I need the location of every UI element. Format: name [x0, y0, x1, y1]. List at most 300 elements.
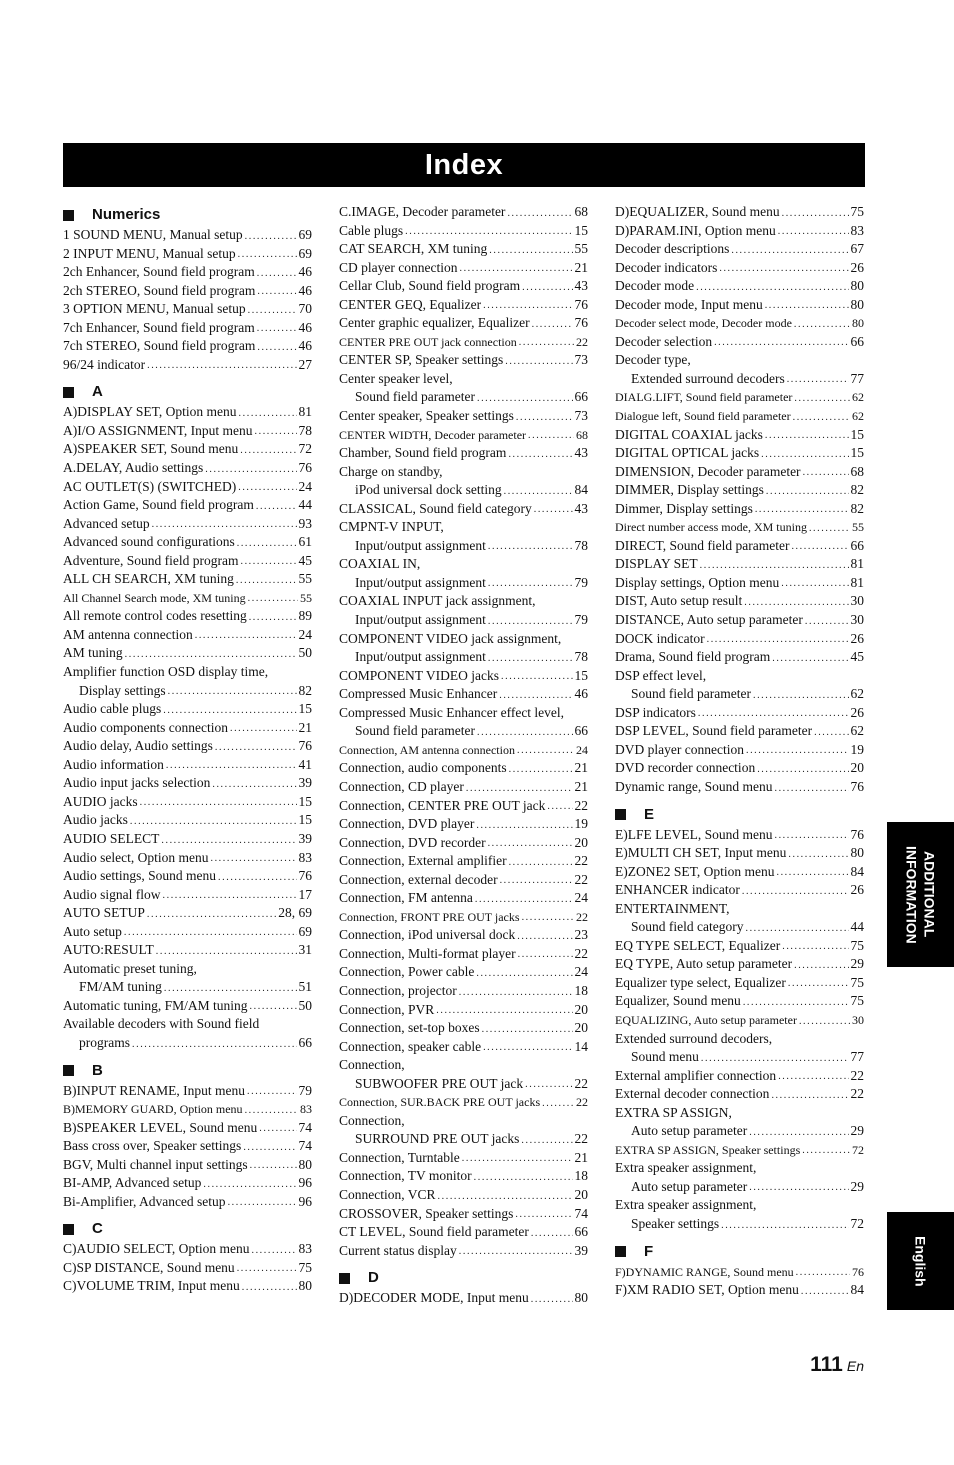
index-entry-page: 69: [298, 227, 312, 242]
index-entry: [63, 644, 312, 663]
index-entry: [615, 826, 864, 845]
index-entry-page: 73: [574, 352, 588, 368]
dot-leader: [242, 1280, 297, 1296]
index-entry-page: 61: [298, 534, 312, 550]
index-entry-term: Connection, FM antenna: [339, 890, 473, 906]
dot-leader: [766, 484, 849, 500]
index-entry-term: AUDIO jacks: [63, 793, 138, 809]
dot-leader: [152, 517, 297, 533]
index-entry-page: 55: [298, 571, 312, 587]
index-entry-page: 93: [298, 515, 312, 531]
index-entry-term: AUTO:RESULT: [63, 942, 154, 958]
index-entry-term: Auto setup: [63, 923, 122, 939]
index-entry-page: 31: [298, 942, 312, 958]
dot-leader: [257, 321, 297, 337]
index-entry: [615, 481, 864, 500]
index-entry: [615, 759, 864, 778]
index-entry-term: CT LEVEL, Sound field parameter: [339, 1224, 529, 1240]
dot-leader: [163, 888, 297, 904]
index-entry-page: 45: [850, 649, 864, 665]
index-entry-term: Decoder descriptions: [615, 241, 730, 257]
index-entry-term: SURROUND PRE OUT jacks: [355, 1131, 520, 1147]
page-language-code: En: [846, 1358, 864, 1374]
dot-leader: [696, 280, 848, 296]
dot-leader: [731, 243, 848, 259]
dot-leader: [215, 740, 297, 756]
index-entry-page: 82: [850, 482, 864, 498]
index-entry-page: 81: [298, 404, 312, 420]
dot-leader: [245, 1103, 298, 1119]
dot-leader: [805, 614, 849, 630]
dot-leader: [466, 781, 573, 797]
dot-leader: [509, 762, 573, 778]
index-entry: [339, 1289, 588, 1308]
index-column-2: [339, 203, 588, 1308]
section-heading: [63, 380, 312, 403]
index-entry: [339, 1075, 588, 1094]
index-entry-term: AUDIO SELECT: [63, 830, 160, 846]
index-entry-term: Connection, Power cable: [339, 964, 475, 980]
side-tab-english: [887, 1212, 954, 1310]
index-entry: [339, 908, 588, 927]
dot-leader: [212, 777, 296, 793]
dot-leader: [195, 628, 297, 644]
index-entry: [339, 1149, 588, 1168]
index-entry: [63, 226, 312, 245]
index-entry-term: 1 SOUND MENU, Manual setup: [63, 227, 243, 242]
dot-leader: [236, 573, 297, 589]
index-entry-term: Connection, external decoder: [339, 871, 498, 887]
dot-leader: [774, 781, 848, 797]
index-entry-page: 23: [574, 927, 588, 943]
side-tab-english-label: English: [912, 1235, 929, 1287]
dot-leader: [488, 614, 573, 630]
index-entry-term: CENTER WIDTH, Decoder parameter: [339, 427, 527, 442]
dot-leader: [499, 688, 572, 704]
dot-leader: [515, 1207, 572, 1223]
index-entry: [615, 918, 864, 937]
index-entry: [339, 759, 588, 778]
dot-leader: [218, 870, 296, 886]
index-entry-page: 55: [300, 590, 312, 605]
dot-leader: [488, 576, 573, 592]
index-entry: [339, 1186, 588, 1205]
index-entry-page: 44: [850, 919, 864, 935]
index-entry-page: 66: [850, 333, 864, 349]
dot-leader: [238, 247, 297, 263]
section-heading-label: Numerics: [92, 206, 161, 223]
index-entry-page: 28, 69: [278, 905, 312, 921]
dot-leader: [228, 1195, 297, 1211]
dot-leader: [814, 725, 848, 741]
index-entry: [63, 356, 312, 375]
index-entry: [339, 1167, 588, 1186]
index-entry-page: 80: [850, 296, 864, 312]
index-entry-page: 80: [850, 845, 864, 861]
index-entry-page: 72: [298, 441, 312, 457]
index-entry: [339, 722, 588, 741]
index-entry-term: DSP effect level,: [615, 667, 707, 683]
index-entry-term: C)VOLUME TRIM, Input menu: [63, 1278, 240, 1294]
index-entry-term: Display settings: [79, 682, 166, 698]
index-entry-term: Display settings, Option menu: [615, 574, 780, 590]
index-entry-term: D)DECODER MODE, Input menu: [339, 1290, 529, 1306]
dot-leader: [791, 539, 848, 555]
index-entry: [63, 719, 312, 738]
index-entry-term: Current status display: [339, 1242, 457, 1258]
index-entry-page: 26: [850, 259, 864, 275]
index-entry-page: 46: [298, 319, 312, 335]
index-entry: [615, 1011, 864, 1030]
index-entry-term: D)PARAM.INI, Option menu: [615, 222, 776, 238]
dot-leader: [125, 647, 297, 663]
index-entry-page: 80: [850, 278, 864, 294]
index-entry-term: AC OUTLET(S) (SWITCHED): [63, 478, 237, 494]
index-entry-page: 55: [574, 241, 588, 257]
index-entry-term: Connection, speaker cable: [339, 1038, 482, 1054]
index-entry-page: 21: [574, 259, 588, 275]
index-entry: [615, 1104, 864, 1123]
index-entry: [63, 1034, 312, 1053]
index-entry: [339, 444, 588, 463]
square-bullet-icon: [63, 387, 74, 398]
index-entry-term: Connection, DVD player: [339, 816, 475, 832]
dot-leader: [749, 1125, 848, 1141]
index-entry-page: 84: [850, 863, 864, 879]
dot-leader: [230, 721, 297, 737]
index-entry-term: Extra speaker assignment,: [615, 1160, 757, 1176]
index-entry-page: 89: [298, 608, 312, 624]
index-entry: [615, 444, 864, 463]
index-entry-term: C)AUDIO SELECT, Option menu: [63, 1241, 250, 1257]
index-entry: [63, 904, 312, 923]
index-entry-page: 76: [852, 1264, 864, 1279]
section-heading: [339, 1266, 588, 1289]
dot-leader: [237, 536, 297, 552]
index-entry-term: Equalizer, Sound menu: [615, 993, 741, 1009]
index-entry-term: COMPONENT VIDEO jacks: [339, 667, 499, 683]
index-entry-term: programs: [79, 1034, 130, 1050]
index-entry-term: DSP LEVEL, Sound field parameter: [615, 723, 813, 739]
index-entry-term: Sound field category: [631, 919, 744, 935]
index-entry: [615, 937, 864, 956]
page-title: Index: [63, 143, 865, 187]
index-entry-page: 66: [574, 723, 588, 739]
index-entry-page: 68: [850, 463, 864, 479]
index-entry: [615, 426, 864, 445]
index-entry: [63, 263, 312, 282]
index-column-1: [63, 203, 312, 1296]
index-entry-page: 83: [300, 1102, 312, 1117]
index-entry-term: Auto setup parameter: [631, 1178, 748, 1194]
dot-leader: [259, 1121, 296, 1137]
dot-leader: [788, 847, 848, 863]
index-entry: [339, 926, 588, 945]
index-entry-term: Connection, CENTER PRE OUT jack: [339, 797, 546, 813]
index-entry-page: 50: [298, 997, 312, 1013]
index-entry-term: Connection,: [339, 1112, 405, 1128]
index-entry-page: 24: [574, 964, 588, 980]
dot-leader: [701, 1051, 849, 1067]
dot-leader: [531, 1226, 573, 1242]
index-entry-page: 79: [298, 1082, 312, 1098]
index-entry: [63, 1174, 312, 1193]
index-entry-page: 43: [574, 278, 588, 294]
index-entry: [615, 881, 864, 900]
index-entry-page: 30: [850, 612, 864, 628]
index-entry-term: DIALG.LIFT, Sound field parameter: [615, 390, 793, 405]
dot-leader: [761, 447, 848, 463]
index-entry-page: 66: [574, 389, 588, 405]
index-entry: [339, 797, 588, 816]
dot-leader: [787, 372, 849, 388]
index-entry: [615, 1067, 864, 1086]
dot-leader: [488, 651, 573, 667]
dot-leader: [517, 929, 572, 945]
index-entry-term: Dynamic range, Sound menu: [615, 778, 773, 794]
index-entry-page: 81: [850, 574, 864, 590]
index-entry: [339, 481, 588, 500]
index-entry-page: 22: [574, 945, 588, 961]
dot-leader: [753, 688, 849, 704]
dot-leader: [405, 224, 572, 240]
index-entry-page: 45: [298, 552, 312, 568]
index-entry-page: 29: [850, 1123, 864, 1139]
dot-leader: [765, 298, 849, 314]
index-entry-page: 21: [574, 760, 588, 776]
index-entry-term: Bi-Amplifier, Advanced setup: [63, 1193, 226, 1209]
dot-leader: [504, 484, 573, 500]
index-entry: [615, 611, 864, 630]
index-entry-page: 22: [574, 1075, 588, 1091]
index-entry-page: 75: [850, 974, 864, 990]
index-entry-page: 20: [574, 834, 588, 850]
index-entry-page: 82: [298, 682, 312, 698]
index-entry: [339, 1093, 588, 1112]
index-entry-term: E)LFE LEVEL, Sound menu: [615, 826, 773, 842]
index-entry-term: CLASSICAL, Sound field category: [339, 500, 532, 516]
index-entry-page: 62: [850, 686, 864, 702]
index-entry: [63, 422, 312, 441]
index-entry-page: 82: [850, 500, 864, 516]
index-entry-page: 14: [574, 1038, 588, 1054]
index-entry-page: 78: [574, 649, 588, 665]
index-entry: [615, 630, 864, 649]
index-entry: [615, 863, 864, 882]
index-entry-term: Connection, SUR.BACK PRE OUT jacks: [339, 1095, 541, 1110]
index-entry: [63, 496, 312, 515]
page-number-value: 111: [810, 1353, 843, 1376]
index-entry: [615, 1263, 864, 1282]
index-entry-page: 22: [574, 797, 588, 813]
index-entry: [63, 1156, 312, 1175]
index-entry-page: 21: [574, 1149, 588, 1165]
index-entry: [615, 388, 864, 407]
dot-leader: [161, 833, 296, 849]
index-entry-term: Auto setup parameter: [631, 1123, 748, 1139]
dot-leader: [542, 1096, 574, 1112]
index-entry: [615, 574, 864, 593]
index-entry-page: 44: [298, 497, 312, 513]
index-entry-term: Connection, CD player: [339, 778, 464, 794]
index-entry-term: Extra speaker assignment,: [615, 1197, 757, 1213]
dot-leader: [778, 224, 849, 240]
dot-leader: [525, 1077, 572, 1093]
dot-leader: [532, 317, 573, 333]
index-entry: [615, 1122, 864, 1141]
dot-leader: [249, 610, 297, 626]
index-entry-term: External amplifier connection: [615, 1067, 777, 1083]
dot-leader: [459, 261, 572, 277]
index-entry-term: 2ch Enhancer, Sound field program: [63, 264, 255, 280]
index-entry-term: DIGITAL COAXIAL jacks: [615, 426, 763, 442]
index-entry: [63, 700, 312, 719]
index-entry-page: 15: [298, 812, 312, 828]
index-entry-page: 78: [574, 537, 588, 553]
dot-leader: [743, 995, 849, 1011]
index-entry-page: 43: [574, 445, 588, 461]
dot-leader: [147, 907, 276, 923]
index-entry: [615, 314, 864, 333]
index-entry-page: 68: [574, 204, 588, 219]
dot-leader: [749, 1180, 848, 1196]
index-entry-page: 84: [574, 482, 588, 498]
index-entry-term: CD player connection: [339, 259, 458, 275]
index-entry: [339, 259, 588, 278]
index-entry-term: DIST, Auto setup result: [615, 593, 743, 609]
index-entry: [615, 741, 864, 760]
index-entry-term: DVD recorder connection: [615, 760, 756, 776]
index-entry: [615, 463, 864, 482]
dot-leader: [477, 725, 573, 741]
index-entry-term: CENTER GEQ, Equalizer: [339, 296, 482, 312]
index-entry-term: CENTER PRE OUT jack connection: [339, 334, 517, 349]
index-entry-page: 68: [576, 427, 588, 442]
dot-leader: [802, 1143, 850, 1159]
index-entry: [339, 1001, 588, 1020]
index-entry: [339, 277, 588, 296]
index-entry: [615, 667, 864, 686]
index-entry: [339, 463, 588, 482]
square-bullet-icon: [63, 1224, 74, 1235]
index-entry-term: DIRECT, Sound field parameter: [615, 537, 790, 553]
index-entry-term: ALL CH SEARCH, XM tuning: [63, 571, 234, 587]
index-entry-term: Direct number access mode, XM tuning: [615, 520, 807, 535]
index-entry-term: CROSSOVER, Speaker settings: [339, 1205, 514, 1221]
dot-leader: [476, 818, 572, 834]
dot-leader: [255, 424, 297, 440]
index-entry-term: 2ch STEREO, Sound field program: [63, 282, 256, 298]
dot-leader: [132, 1037, 297, 1053]
index-entry-page: 62: [852, 390, 864, 405]
index-entry-term: E)ZONE2 SET, Option menu: [615, 863, 775, 879]
dot-leader: [801, 1284, 849, 1300]
index-entry-term: COAXIAL IN,: [339, 556, 421, 572]
index-entry-term: Connection, VCR: [339, 1186, 436, 1202]
dot-leader: [247, 1084, 297, 1100]
index-entry: [615, 518, 864, 537]
dot-leader: [794, 317, 850, 333]
index-entry: [63, 245, 312, 264]
dot-leader: [707, 632, 849, 648]
dot-leader: [238, 480, 296, 496]
dot-leader: [746, 743, 849, 759]
index-entry-page: 50: [298, 645, 312, 661]
dot-leader: [521, 1133, 572, 1149]
index-entry-term: Bass cross over, Speaker settings: [63, 1138, 242, 1154]
index-entry: [615, 1141, 864, 1160]
index-entry: [339, 203, 588, 222]
index-entry: [615, 222, 864, 241]
index-entry-page: 80: [298, 1278, 312, 1294]
index-entry-page: 15: [298, 701, 312, 717]
index-entry-page: 26: [850, 882, 864, 898]
dot-leader: [516, 410, 573, 426]
index-entry-term: SUBWOOFER PRE OUT jack: [355, 1075, 524, 1091]
index-entry-term: BGV, Multi channel input settings: [63, 1156, 248, 1172]
section-heading: [63, 203, 312, 226]
index-entry-term: Connection, External amplifier: [339, 853, 507, 869]
index-entry: [63, 515, 312, 534]
dot-leader: [809, 521, 850, 537]
index-entry-term: Audio cable plugs: [63, 701, 162, 717]
dot-leader: [719, 261, 848, 277]
index-column-3: [615, 203, 864, 1300]
index-entry-page: 41: [298, 756, 312, 772]
index-entry-page: 83: [298, 1241, 312, 1257]
index-entry: [615, 500, 864, 519]
index-entry: [339, 963, 588, 982]
dot-leader: [163, 703, 296, 719]
index-entry-page: 19: [574, 816, 588, 832]
dot-leader: [459, 985, 573, 1001]
index-entry-term: Extended surround decoders,: [615, 1030, 773, 1046]
index-entry-term: Automatic preset tuning,: [63, 960, 197, 976]
square-bullet-icon: [615, 809, 626, 820]
index-entry: [339, 555, 588, 574]
index-entry: [63, 589, 312, 608]
index-entry-page: 24: [574, 890, 588, 906]
index-entry-page: 74: [298, 1119, 312, 1135]
dot-leader: [248, 591, 298, 607]
index-entry: [63, 1082, 312, 1101]
index-entry: [63, 923, 312, 942]
index-entry: [339, 574, 588, 593]
index-entry-term: Amplifier function OSD display time,: [63, 664, 269, 680]
index-entry-term: Compressed Music Enhancer effect level,: [339, 704, 565, 720]
index-entry-page: 75: [850, 993, 864, 1009]
index-entry-term: Center graphic equalizer, Equalizer: [339, 315, 530, 331]
index-entry-page: 26: [850, 704, 864, 720]
index-entry: [339, 370, 588, 389]
dot-leader: [462, 1151, 573, 1167]
index-entry-term: Audio signal flow: [63, 886, 161, 902]
index-entry: [63, 533, 312, 552]
index-entry-term: EQ TYPE SELECT, Equalizer: [615, 937, 781, 953]
index-entry-term: DIMMER, Display settings: [615, 482, 764, 498]
index-entry-term: Cable plugs: [339, 222, 404, 238]
index-entry-page: 22: [850, 1067, 864, 1083]
dot-leader: [522, 280, 572, 296]
index-entry-term: CMPNT-V INPUT,: [339, 519, 444, 535]
index-entry: [339, 592, 588, 611]
index-entry-page: 66: [298, 1034, 312, 1050]
dot-leader: [257, 266, 297, 282]
index-entry-term: Audio settings, Sound menu: [63, 868, 217, 884]
index-entry-term: DISPLAY SET: [615, 556, 698, 572]
index-entry-term: CENTER SP, Speaker settings: [339, 352, 504, 368]
index-entry-page: 80: [574, 1290, 588, 1306]
